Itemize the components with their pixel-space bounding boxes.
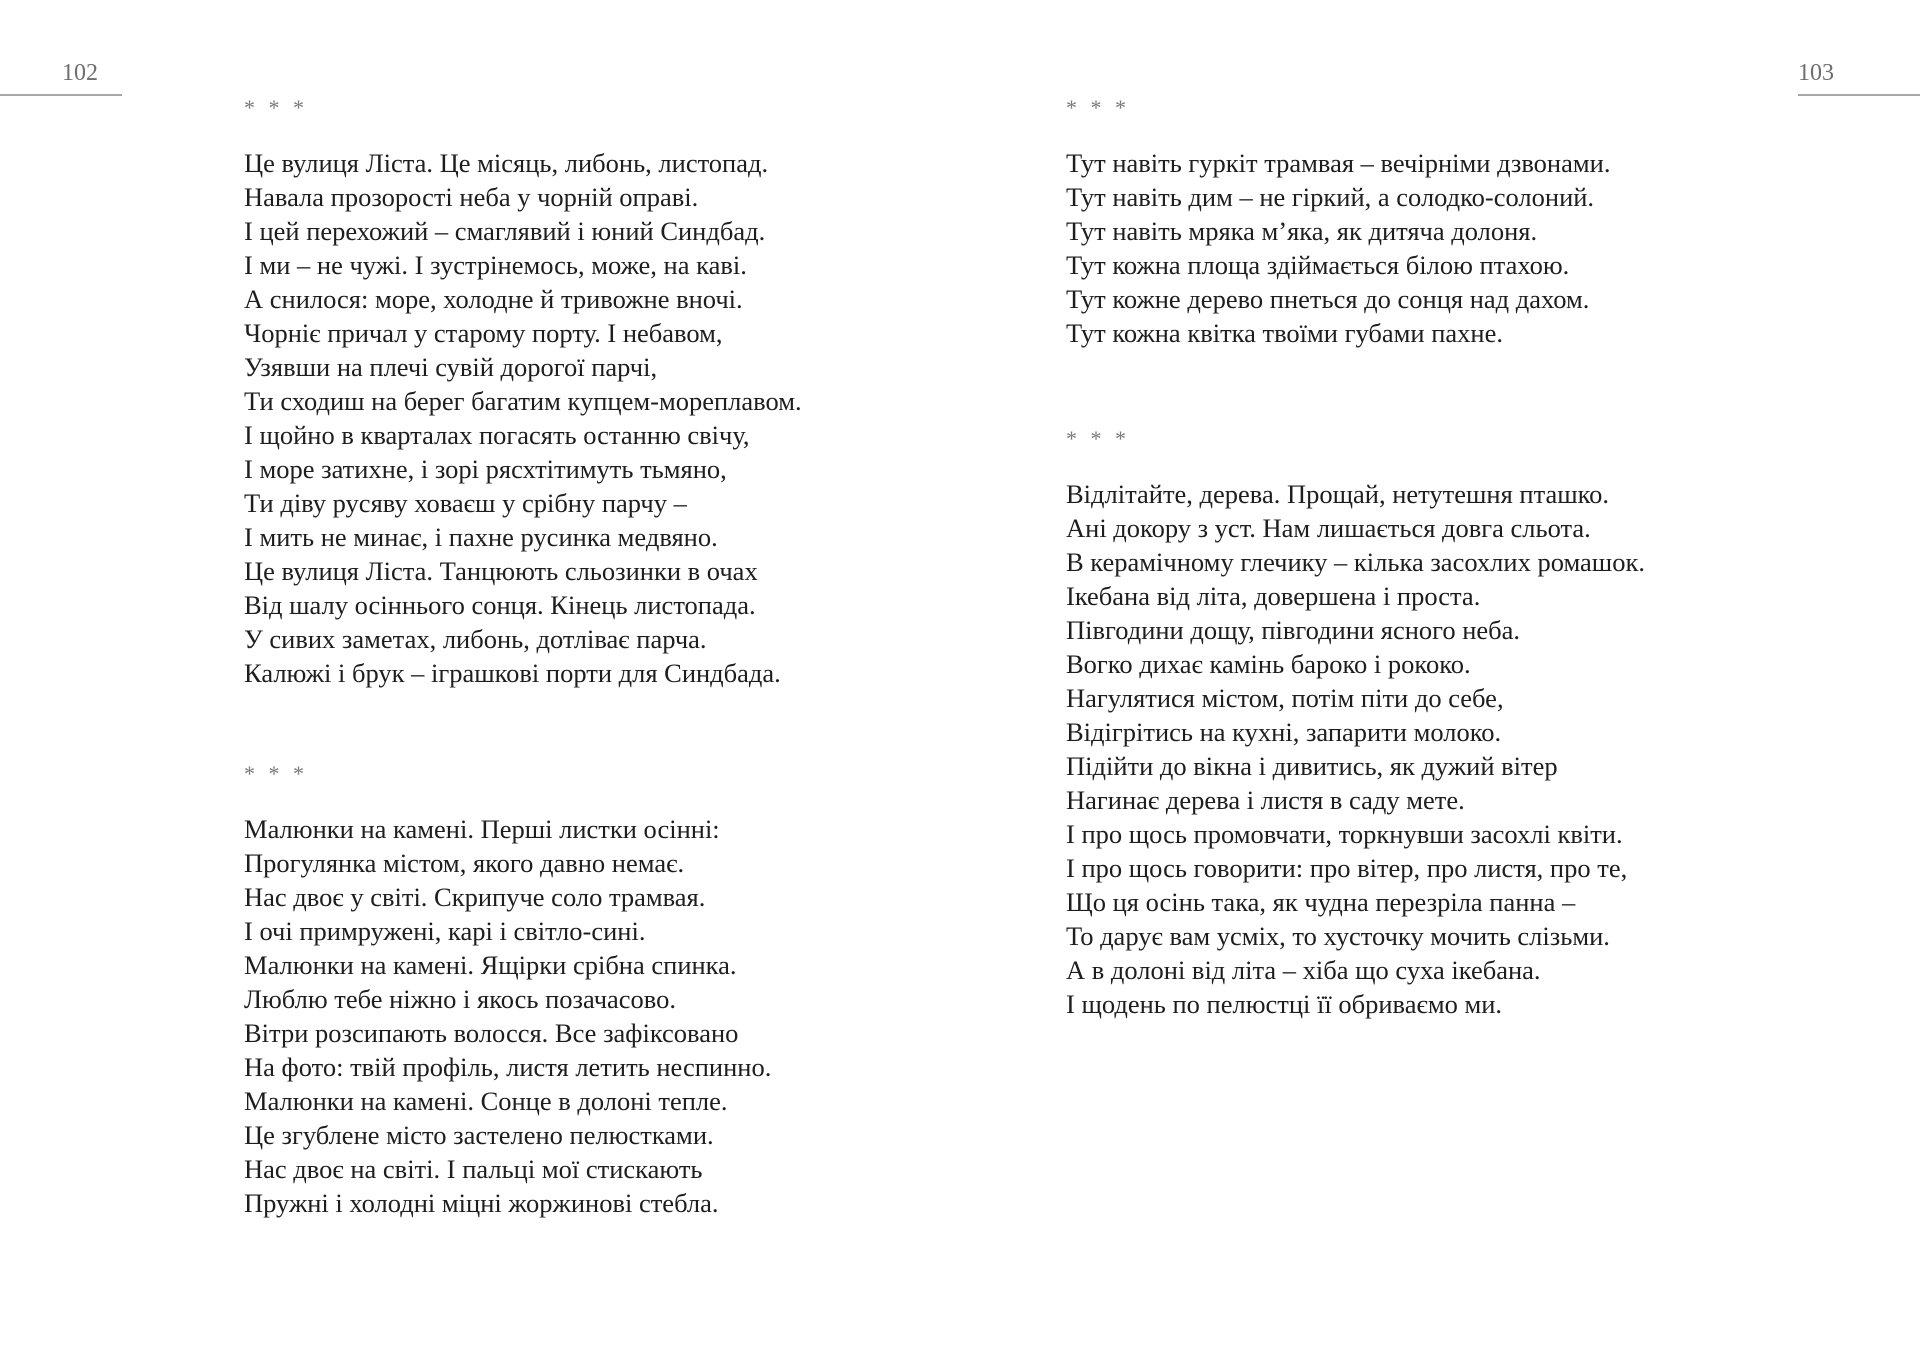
poem-line: І про щось промовчати, торкнувши засохлі квіти. xyxy=(1066,819,1623,849)
poem-line: Вітри розсипають волосся. Все зафіксовано xyxy=(244,1018,739,1048)
section-separator: * * * xyxy=(244,95,308,120)
poem-line: Це згублене місто застелено пелюстками. xyxy=(244,1120,714,1150)
poem-line: Ані докору з уст. Нам лишається довга сльота. xyxy=(1066,513,1591,543)
poem-3 xyxy=(1066,94,1610,350)
poem-line: Узявши на плечі сувій дорогої парчі, xyxy=(244,352,658,382)
poem-lines xyxy=(244,146,802,690)
poem-line: У сивих заметах, либонь, дотліває парча. xyxy=(244,624,707,654)
poem-line: Це вулиця Ліста. Танцюють сльозинки в очах xyxy=(244,556,758,586)
poem-line: І щодень по пелюстці її обриваємо ми. xyxy=(1066,989,1503,1019)
poem-lines xyxy=(244,812,771,1220)
poem-line: В керамічному глечику – кілька засохлих ромашок. xyxy=(1066,547,1645,577)
poem-line: Калюжі і брук – іграшкові порти для Синдбада. xyxy=(244,658,781,688)
poem-line: І мить не минає, і пахне русинка медвяно. xyxy=(244,522,718,552)
section-separator: * * * xyxy=(244,761,308,786)
poem-line: Нагинає дерева і листя в саду мете. xyxy=(1066,785,1465,815)
poem-lines xyxy=(1066,146,1610,350)
poem-line: Тут навіть дим – не гіркий, а солодко-солоний. xyxy=(1066,182,1595,212)
poem-line: Тут навіть мряка м’яка, як дитяча долоня. xyxy=(1066,216,1538,246)
poem-line: Тут навіть гуркіт трамвая – вечірніми дзвонами. xyxy=(1066,148,1611,178)
poem-line: Що ця осінь така, як чудна перезріла панна – xyxy=(1066,887,1576,917)
poem-lines xyxy=(1066,477,1645,1021)
poem-line: А в долоні від літа – хіба що суха ікебана. xyxy=(1066,955,1541,985)
poem-line: Малюнки на камені. Сонце в долоні тепле. xyxy=(244,1086,728,1116)
poem-line: Малюнки на камені. Ящірки срібна спинка. xyxy=(244,950,737,980)
poem-line: Тут кожна квітка твоїми губами пахне. xyxy=(1066,318,1503,348)
poem-line: І море затихне, і зорі рясхтітимуть тьмяно, xyxy=(244,454,727,484)
poem-line: Люблю тебе ніжно і якось позачасово. xyxy=(244,984,677,1014)
poem-line: Ікебана від літа, довершена і проста. xyxy=(1066,581,1481,611)
page-number: 103 xyxy=(1798,60,1834,86)
right-page xyxy=(960,0,1920,1368)
poem-line: Чорніє причал у старому порту. І небавом, xyxy=(244,318,723,348)
poem-line: І цей перехожий – смаглявий і юний Синдбад. xyxy=(244,216,766,246)
section-separator: * * * xyxy=(1066,95,1130,120)
poem-2 xyxy=(244,760,771,1220)
folio-rule xyxy=(1798,94,1920,96)
poem-line: Прогулянка містом, якого давно немає. xyxy=(244,848,685,878)
poem-line: Підійти до вікна і дивитись, як дужий вітер xyxy=(1066,751,1558,781)
poem-line: Нас двоє у світі. Скрипуче соло трамвая. xyxy=(244,882,706,912)
poem-line: Тут кожне дерево пнеться до сонця над дахом. xyxy=(1066,284,1590,314)
poem-line: Малюнки на камені. Перші листки осінні: xyxy=(244,814,720,844)
poem-line: Півгодини дощу, півгодини ясного неба. xyxy=(1066,615,1521,645)
section-separator: * * * xyxy=(1066,426,1130,451)
poem-line: І очі примружені, карі і світло-сині. xyxy=(244,916,646,946)
poem-line: Відігрітись на кухні, запарити молоко. xyxy=(1066,717,1502,747)
page-number: 102 xyxy=(62,60,98,86)
poem-line: І ми – не чужі. І зустрінемось, може, на каві. xyxy=(244,250,747,280)
poem-line: Від шалу осіннього сонця. Кінець листопада. xyxy=(244,590,756,620)
poem-4 xyxy=(1066,425,1645,1021)
poem-line: Це вулиця Ліста. Це місяць, либонь, листопад. xyxy=(244,148,769,178)
poem-line: А снилося: море, холодне й тривожне вночі. xyxy=(244,284,743,314)
poem-line: Нагулятися містом, потім піти до себе, xyxy=(1066,683,1504,713)
poem-line: Нас двоє на світі. І пальці мої стискають xyxy=(244,1154,703,1184)
poem-line: Пружні і холодні міцні жоржинові стебла. xyxy=(244,1188,719,1218)
poem-1 xyxy=(244,94,802,690)
poem-line: Ти діву русяву ховаєш у срібну парчу – xyxy=(244,488,687,518)
poem-line: Відлітайте, дерева. Прощай, нетутешня пташко. xyxy=(1066,479,1610,509)
poem-line: Ти сходиш на берег багатим купцем-мореплавом. xyxy=(244,386,802,416)
poem-line: Навала прозорості неба у чорній оправі. xyxy=(244,182,699,212)
poem-line: І про щось говорити: про вітер, про листя, про те, xyxy=(1066,853,1628,883)
poem-line: І щойно в кварталах погасять останню свічу, xyxy=(244,420,750,450)
poem-line: То дарує вам усміх, то хусточку мочить слізьми. xyxy=(1066,921,1610,951)
folio-rule xyxy=(0,94,122,96)
poem-line: На фото: твій профіль, листя летить неспинно. xyxy=(244,1052,772,1082)
poem-line: Вогко дихає камінь бароко і рококо. xyxy=(1066,649,1471,679)
poem-line: Тут кожна площа здіймається білою птахою. xyxy=(1066,250,1570,280)
